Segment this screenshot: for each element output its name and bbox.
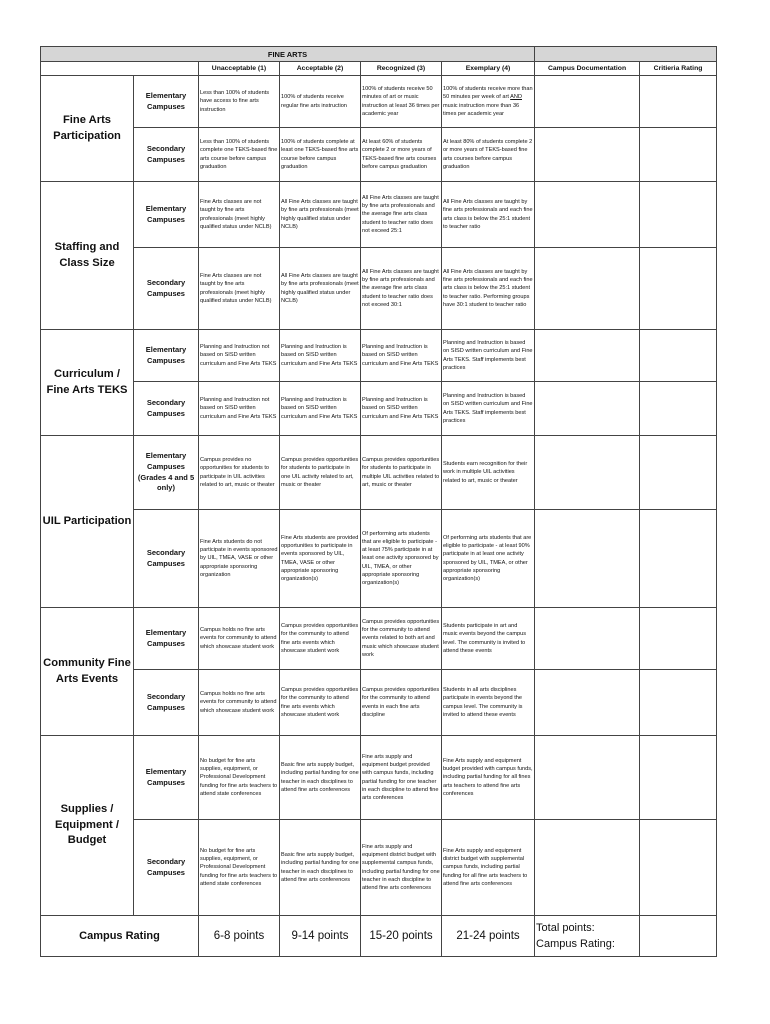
cell-unacceptable: No budget for fine arts supplies, equipment, or Professional Development funding for fine arts teachers to attend state conferences (199, 820, 280, 916)
criteria-rating-cell[interactable] (640, 608, 717, 670)
campus-documentation-cell[interactable] (535, 436, 640, 510)
cell-acceptable: Campus provides opportunities for students to participate in one UIL activity related to art, music or theater (280, 436, 361, 510)
cell-acceptable: All Fine Arts classes are taught by fine arts professionals (meet highly qualified status under NCLB) (280, 248, 361, 330)
cell-acceptable: All Fine Arts classes are taught by fine arts professionals (meet highly qualified status under NCLB) (280, 182, 361, 248)
cell-exemplary (442, 76, 535, 128)
cell-recognized: Planning and Instruction is based on SISD written curriculum and Fine Arts TEKS (361, 330, 442, 382)
category-fine-arts-participation: Fine Arts Participation (41, 76, 134, 182)
header-criteria-rating: Critieria Rating (640, 62, 717, 76)
category-staffing-class-size: Staffing and Class Size (41, 182, 134, 330)
cell-exemplary-text: 100% of students receive more than 50 minutes per week of art AND music instruction more than 36 times per academic year (443, 86, 533, 117)
cell-acceptable: Campus provides opportunities for the community to attend fine arts events which showcase student work (280, 670, 361, 736)
campus-secondary: Secondary Campuses (134, 820, 199, 916)
criteria-rating-cell[interactable] (640, 182, 717, 248)
cell-exemplary: All Fine Arts classes are taught by fine arts professionals and each fine arts class is below the 25:1 student to teacher ratio (442, 182, 535, 248)
cell-exemplary: Fine Arts supply and equipment district budget with supplemental campus funds, including partial funding for all fine arts teachers to attend fine arts conferences (442, 820, 535, 916)
category-supplies-budget: Supplies / Equipment / Budget (41, 736, 134, 916)
campus-secondary: Secondary Campuses (134, 128, 199, 182)
campus-documentation-cell[interactable] (535, 820, 640, 916)
campus-secondary: Secondary Campuses (134, 510, 199, 608)
campus-secondary: Secondary Campuses (134, 248, 199, 330)
cell-exemplary: All Fine Arts classes are taught by fine arts professionals and each fine arts class is below the 25:1 student to teacher ratio. Performing groups have 30:1 student to teacher ratio (442, 248, 535, 330)
cell-exemplary: Students earn recognition for their work in multiple UIL activities related to art, music or theater (442, 436, 535, 510)
category-uil-participation: UIL Participation (41, 436, 134, 608)
campus-documentation-cell[interactable] (535, 382, 640, 436)
campus-elementary: Elementary Campuses (134, 330, 199, 382)
campus-documentation-cell[interactable] (535, 128, 640, 182)
cell-exemplary: At least 80% of students complete 2 or more years of TEKS-based fine arts courses before campus graduation (442, 128, 535, 182)
header-campus-documentation: Campus Documentation (535, 62, 640, 76)
campus-secondary: Secondary Campuses (134, 382, 199, 436)
cell-unacceptable: Fine Arts classes are not taught by fine arts professionals (meet highly qualified status under NCLB) (199, 182, 280, 248)
header-recognized: Recognized (3) (361, 62, 442, 76)
campus-documentation-cell[interactable] (535, 76, 640, 128)
points-exemplary: 21-24 points (442, 916, 535, 957)
cell-acceptable: 100% of students receive regular fine arts instruction (280, 76, 361, 128)
cell-acceptable: Basic fine arts supply budget, including partial funding for one teacher in each disciplines to attend fine arts conferences (280, 736, 361, 820)
campus-elementary: Elementary Campuses (134, 608, 199, 670)
campus-elementary-grades-4-5: Elementary Campuses (Grades 4 and 5 only) (134, 436, 199, 510)
cell-unacceptable: Less than 100% of students complete one TEKS-based fine arts course before campus graduation (199, 128, 280, 182)
campus-elementary: Elementary Campuses (134, 736, 199, 820)
cell-unacceptable: Fine Arts classes are not taught by fine arts professionals (meet highly qualified status under NCLB) (199, 248, 280, 330)
cell-recognized: All Fine Arts classes are taught by fine arts professionals and the average fine arts class student to teacher ratio does not exceed 25:1 (361, 182, 442, 248)
cell-exemplary: Planning and Instruction is based on SISD written curriculum and Fine Arts TEKS. Staff implements best practices (442, 382, 535, 436)
header-exemplary: Exemplary (4) (442, 62, 535, 76)
cell-exemplary: Students participate in art and music events beyond the campus level. The community is invited to attend these events (442, 608, 535, 670)
category-curriculum-teks: Curriculum / Fine Arts TEKS (41, 330, 134, 436)
total-section (535, 916, 640, 957)
cell-acceptable: Campus provides opportunities for the community to attend fine arts events which showcase student work (280, 608, 361, 670)
criteria-rating-cell[interactable] (640, 510, 717, 608)
criteria-rating-cell[interactable] (640, 248, 717, 330)
criteria-rating-cell[interactable] (640, 820, 717, 916)
cell-exemplary: Of performing arts students that are eligible to participate - at least 90% participate in at least one activity sponsored by UIL, TMEA, or other appropriate sponsoring organization(s) (442, 510, 535, 608)
cell-recognized: Campus provides opportunities for the community to attend events in each fine arts discipline (361, 670, 442, 736)
cell-exemplary: Fine Arts supply and equipment budget provided with campus funds, including partial funding for all fines arts teachers to attend fine arts conferences (442, 736, 535, 820)
total-points-label: Total points: (536, 921, 595, 934)
cell-recognized: Fine arts supply and equipment district budget with supplemental campus funds, including partial funding for one teacher in each discipline to attend fine arts conferences (361, 820, 442, 916)
criteria-rating-cell[interactable] (640, 436, 717, 510)
cell-recognized: Of performing arts students that are eligible to participate - at least 75% participate in at least one activity sponsored by UIL, TMEA, or other appropriate sponsoring organization(s) (361, 510, 442, 608)
total-rating-cell[interactable] (640, 916, 717, 957)
criteria-rating-cell[interactable] (640, 382, 717, 436)
campus-secondary: Secondary Campuses (134, 670, 199, 736)
cell-recognized: At least 60% of students complete 2 or more years of TEKS-based fine arts courses before campus graduation (361, 128, 442, 182)
campus-documentation-cell[interactable] (535, 248, 640, 330)
cell-unacceptable: Fine Arts students do not participate in events sponsored by UIL, TMEA, VASE or other appropriate sponsoring organization (199, 510, 280, 608)
campus-documentation-cell[interactable] (535, 608, 640, 670)
campus-documentation-cell[interactable] (535, 182, 640, 248)
title-spacer (535, 47, 717, 62)
table-title: FINE ARTS (41, 47, 535, 62)
cell-unacceptable: Campus holds no fine arts events for community to attend which showcase student work (199, 608, 280, 670)
points-recognized: 15-20 points (361, 916, 442, 957)
cell-recognized: All Fine Arts classes are taught by fine arts professionals and the average fine arts class student to teacher ratio does not exceed 30:1 (361, 248, 442, 330)
header-unacceptable: Unacceptable (1) (199, 62, 280, 76)
fine-arts-rubric-table (40, 46, 717, 957)
cell-exemplary: Planning and Instruction is based on SISD written curriculum and Fine Arts TEKS. Staff implements best practices (442, 330, 535, 382)
points-unacceptable: 6-8 points (199, 916, 280, 957)
cell-acceptable: 100% of students complete at least one TEKS-based fine arts course before campus graduation (280, 128, 361, 182)
cell-acceptable: Fine Arts students are provided opportunities to participate in events sponsored by UIL, TMEA, VASE or other appropriate sponsoring organization(s) (280, 510, 361, 608)
campus-rating-label: Campus Rating (41, 916, 199, 957)
cell-acceptable: Planning and Instruction is based on SISD written curriculum and Fine Arts TEKS (280, 382, 361, 436)
cell-recognized: Fine arts supply and equipment budget provided with campus funds, including partial funding for one teacher in each discipline to attend fine arts conferences (361, 736, 442, 820)
cell-unacceptable: Planning and Instruction not based on SISD written curriculum and Fine Arts TEKS (199, 382, 280, 436)
campus-documentation-cell[interactable] (535, 330, 640, 382)
points-acceptable: 9-14 points (280, 916, 361, 957)
header-spacer (41, 62, 199, 76)
cell-unacceptable: Campus provides no opportunities for students to participate in UIL activities related to art, music or theater (199, 436, 280, 510)
cell-unacceptable: Planning and Instruction not based on SISD written curriculum and Fine Arts TEKS (199, 330, 280, 382)
cell-recognized: 100% of students receive 50 minutes of art or music instruction at least 36 times per academic year (361, 76, 442, 128)
cell-exemplary: Students in all arts disciplines participate in events beyond the campus level. The community is invited to attend these events (442, 670, 535, 736)
criteria-rating-cell[interactable] (640, 330, 717, 382)
criteria-rating-cell[interactable] (640, 670, 717, 736)
campus-documentation-cell[interactable] (535, 670, 640, 736)
cell-unacceptable: No budget for fine arts supplies, equipment, or Professional Development funding for fine arts teachers to attend state conferences (199, 736, 280, 820)
cell-unacceptable: Campus holds no fine arts events for community to attend which showcase student work (199, 670, 280, 736)
campus-rating-result-label: Campus Rating: (536, 938, 615, 950)
criteria-rating-cell[interactable] (640, 76, 717, 128)
criteria-rating-cell[interactable] (640, 128, 717, 182)
category-community-events: Community Fine Arts Events (41, 608, 134, 736)
campus-elementary: Elementary Campuses (134, 76, 199, 128)
criteria-rating-cell[interactable] (640, 736, 717, 820)
cell-recognized: Campus provides opportunities for the community to attend events related to both art and music which showcase student work (361, 608, 442, 670)
header-acceptable: Acceptable (2) (280, 62, 361, 76)
cell-acceptable: Planning and Instruction is based on SISD written curriculum and Fine Arts TEKS (280, 330, 361, 382)
campus-documentation-cell[interactable] (535, 510, 640, 608)
campus-elementary: Elementary Campuses (134, 182, 199, 248)
cell-recognized: Planning and Instruction is based on SISD written curriculum and Fine Arts TEKS (361, 382, 442, 436)
cell-unacceptable: Less than 100% of students have access to fine arts instruction (199, 76, 280, 128)
cell-recognized: Campus provides opportunities for students to participate in multiple UIL activities related to art, music or theater (361, 436, 442, 510)
campus-documentation-cell[interactable] (535, 736, 640, 820)
cell-acceptable: Basic fine arts supply budget, including partial funding for one teacher in each disciplines to attend fine arts conferences (280, 820, 361, 916)
